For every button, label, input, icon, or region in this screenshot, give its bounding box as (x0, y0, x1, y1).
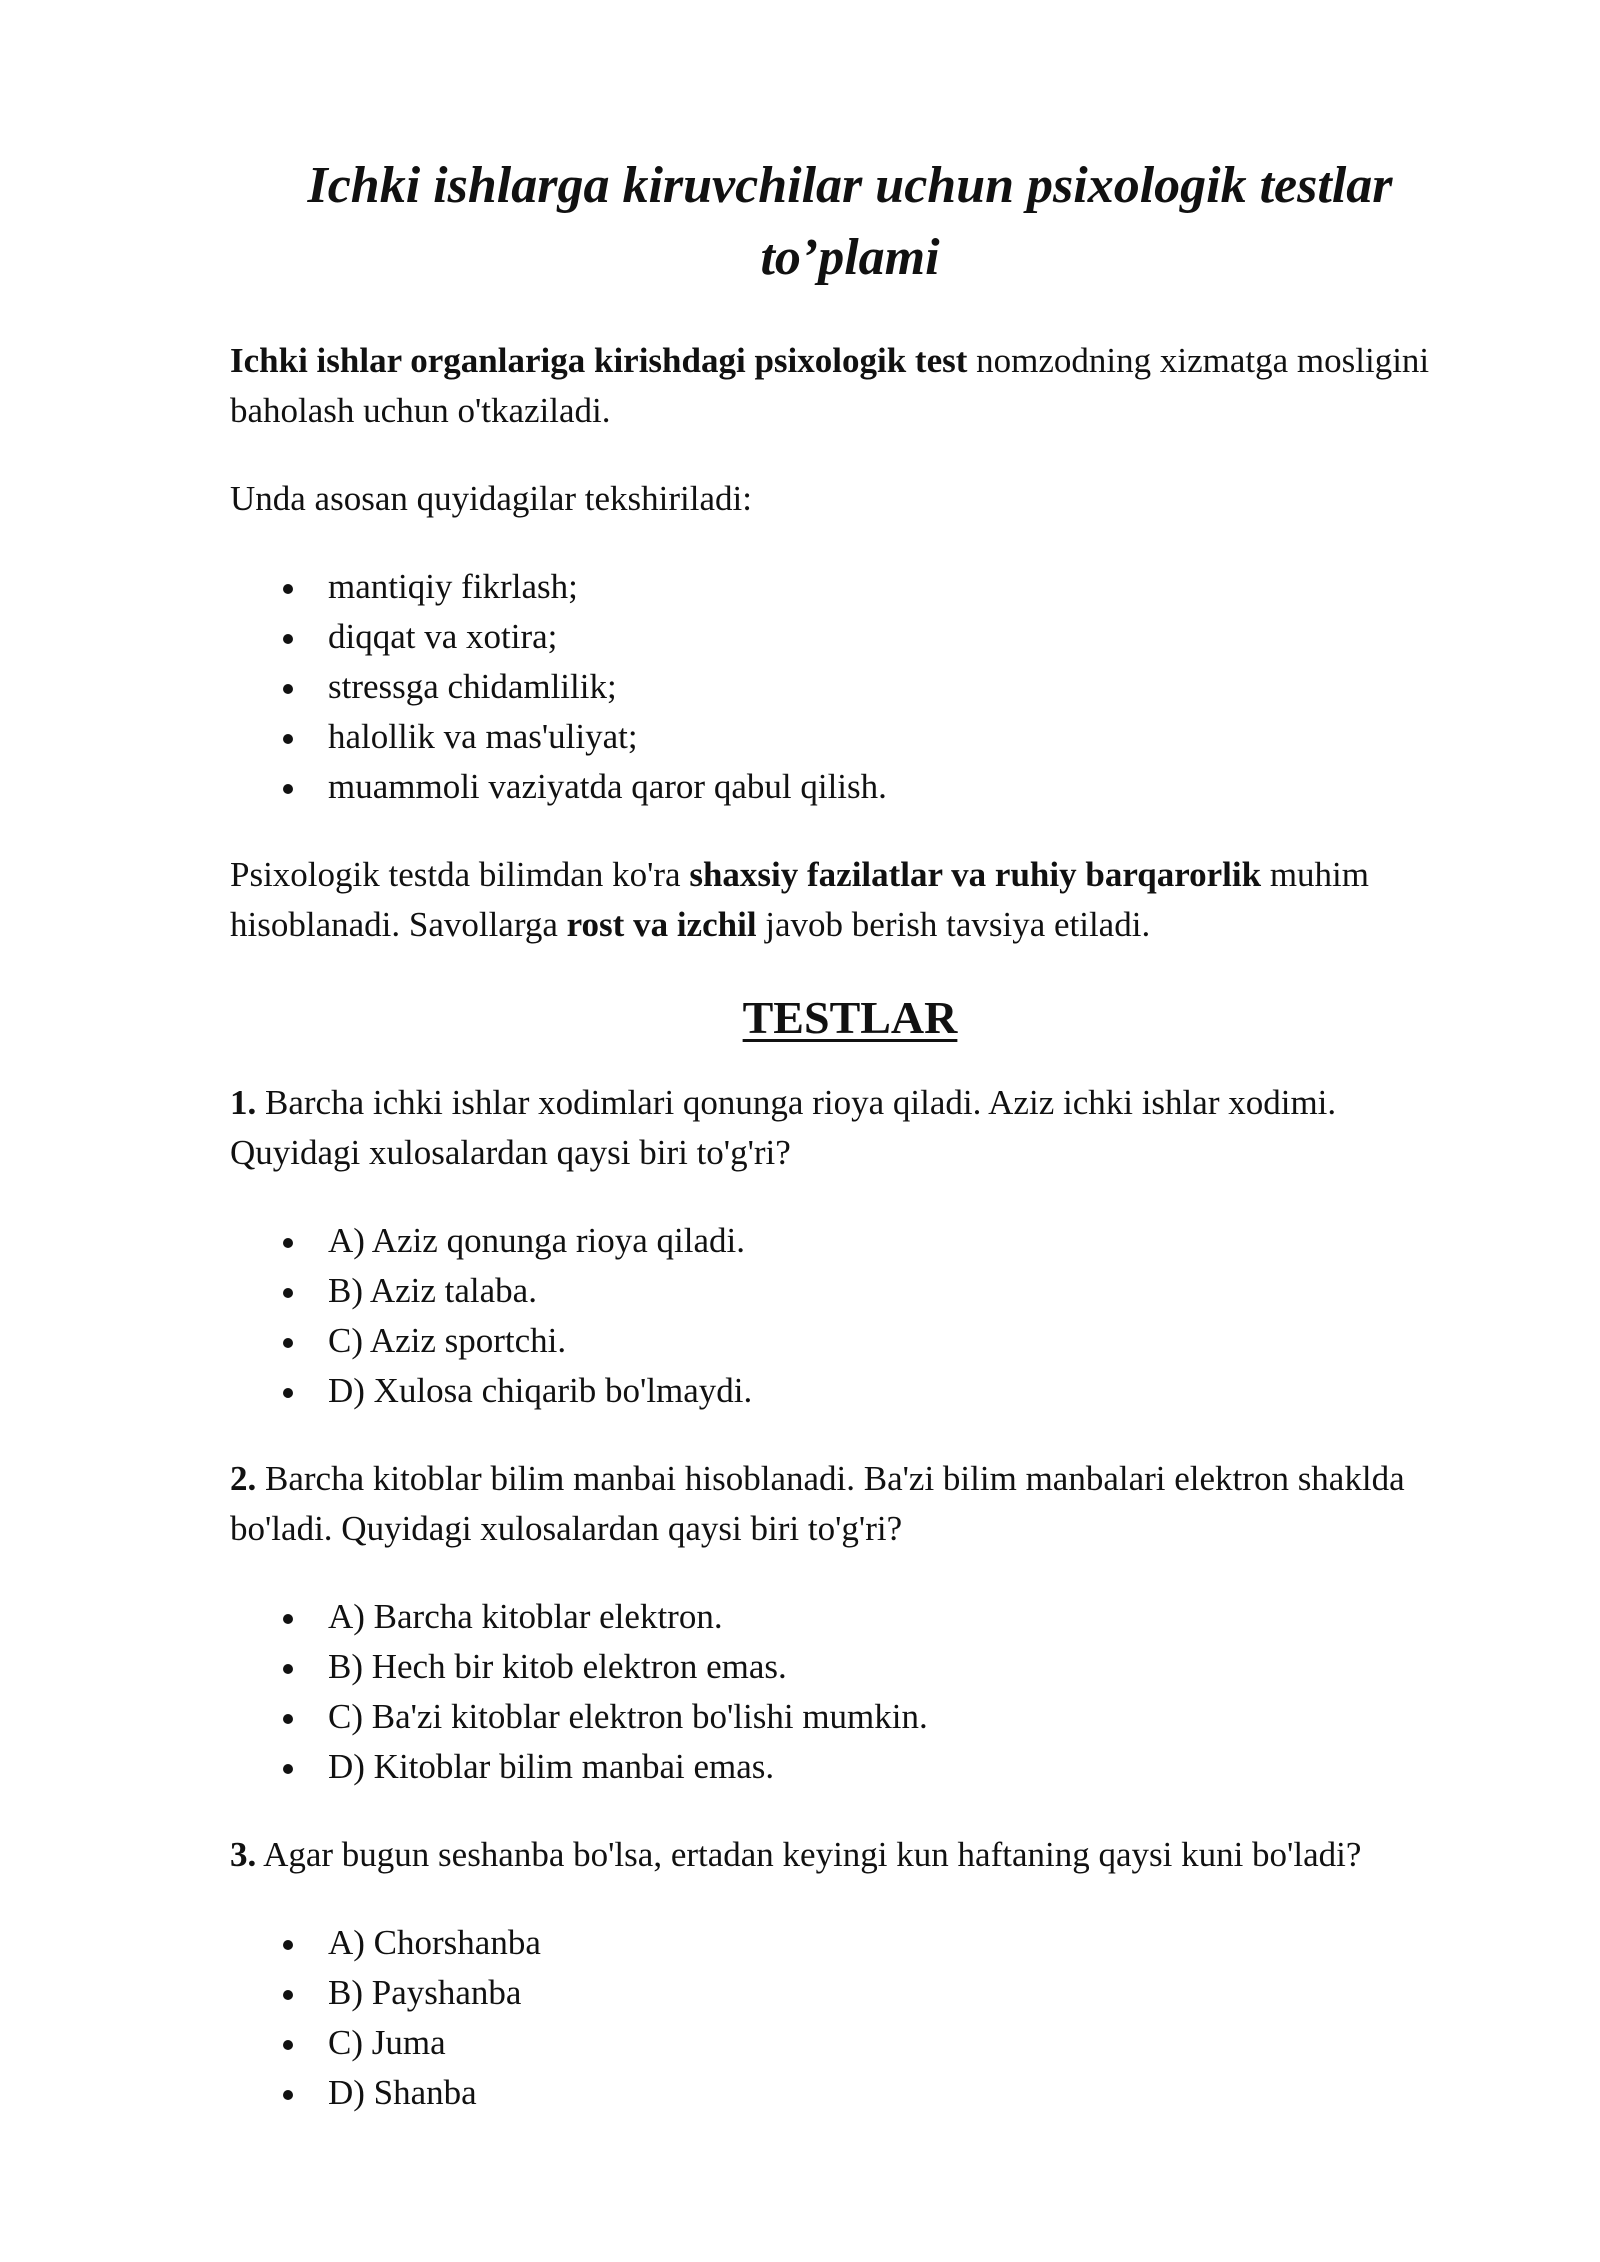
bullet-icon (283, 584, 293, 594)
list-item-text: stressga chidamlilik; (328, 667, 617, 706)
bullet-icon (283, 1664, 293, 1674)
bullet-icon (283, 1614, 293, 1624)
bullet-icon (283, 1764, 293, 1774)
option-item (230, 1592, 1470, 1642)
option-text: D) Shanba (328, 2073, 477, 2112)
question-2 (230, 1454, 1470, 1554)
list-item-text: mantiqiy fikrlash; (328, 567, 578, 606)
intro-bold-text: Ichki ishlar organlariga kirishdagi psixologik test (230, 341, 968, 380)
bullet-icon (283, 634, 293, 644)
option-item (230, 1316, 1470, 1366)
bullet-icon (283, 1940, 293, 1950)
option-text: C) Aziz sportchi. (328, 1321, 567, 1360)
question-3 (230, 1830, 1470, 1880)
title-line-1: Ichki ishlarga kiruvchilar uchun psixologik testlar (307, 157, 1393, 214)
option-text: C) Ba'zi kitoblar elektron bo'lishi mumkin. (328, 1697, 928, 1736)
question-number: 2. (230, 1459, 257, 1498)
note-text: muhim hisoblanadi. Savollarga (230, 855, 1369, 944)
option-item (230, 1216, 1470, 1266)
document-page (230, 150, 1470, 2156)
question-3-options (230, 1918, 1470, 2118)
option-text: A) Barcha kitoblar elektron. (328, 1597, 723, 1636)
bullet-icon (283, 734, 293, 744)
question-number: 3. (230, 1835, 257, 1874)
question-2-options (230, 1592, 1470, 1792)
option-item (230, 1642, 1470, 1692)
intro-text: nomzodning xizmatga mosligini baholash uchun o'tkaziladi. (230, 341, 1430, 430)
bullet-icon (283, 1714, 293, 1724)
option-text: D) Xulosa chiqarib bo'lmaydi. (328, 1371, 753, 1410)
option-item (230, 1742, 1470, 1792)
option-item (230, 1266, 1470, 1316)
option-item (230, 2018, 1470, 2068)
checks-list (230, 562, 1470, 812)
bullet-icon (283, 2040, 293, 2050)
option-item (230, 1968, 1470, 2018)
bullet-icon (283, 1338, 293, 1348)
option-item (230, 1918, 1470, 1968)
question-number: 1. (230, 1083, 257, 1122)
intro-paragraph (230, 336, 1470, 436)
note-bold-text: rost va izchil (566, 905, 757, 944)
option-text: D) Kitoblar bilim manbai emas. (328, 1747, 775, 1786)
question-text: Agar bugun seshanba bo'lsa, ertadan keyingi kun haftaning qaysi kuni bo'ladi? (256, 1835, 1362, 1874)
option-item (230, 2068, 1470, 2118)
bullet-icon (283, 1388, 293, 1398)
question-text: Barcha kitoblar bilim manbai hisoblanadi. Ba'zi bilim manbalari elektron shaklda bo'ladi. Quyidagi xulosalardan qaysi biri to'g'ri? (230, 1459, 1405, 1548)
question-text: Barcha ichki ishlar xodimlari qonunga rioya qiladi. Aziz ichki ishlar xodimi. Quyidagi xulosalardan qaysi biri to'g'ri? (230, 1083, 1337, 1172)
list-item-text: halollik va mas'uliyat; (328, 717, 638, 756)
list-item (230, 712, 1470, 762)
option-text: A) Chorshanba (328, 1923, 541, 1962)
option-text: A) Aziz qonunga rioya qiladi. (328, 1221, 745, 1260)
bullet-icon (283, 1990, 293, 2000)
bullet-icon (283, 784, 293, 794)
list-item (230, 562, 1470, 612)
note-text: javob berish tavsiya etiladi. (756, 905, 1151, 944)
list-item (230, 762, 1470, 812)
note-bold-text: shaxsiy fazilatlar va ruhiy barqarorlik (689, 855, 1262, 894)
question-1-options (230, 1216, 1470, 1416)
option-item (230, 1366, 1470, 1416)
list-item (230, 662, 1470, 712)
option-text: B) Hech bir kitob elektron emas. (328, 1647, 787, 1686)
note-text: Psixologik testda bilimdan ko'ra (230, 855, 690, 894)
bullet-icon (283, 1238, 293, 1248)
bullet-icon (283, 684, 293, 694)
checks-intro: Unda asosan quyidagilar tekshiriladi: (230, 479, 752, 518)
option-item (230, 1692, 1470, 1742)
option-text: B) Aziz talaba. (328, 1271, 537, 1310)
question-1 (230, 1078, 1470, 1178)
option-text: C) Juma (328, 2023, 446, 2062)
section-heading: TESTLAR (742, 992, 958, 1043)
bullet-icon (283, 2090, 293, 2100)
bullet-icon (283, 1288, 293, 1298)
note-paragraph (230, 850, 1470, 950)
list-item (230, 612, 1470, 662)
document-title (230, 150, 1470, 294)
list-item-text: muammoli vaziyatda qaror qabul qilish. (328, 767, 887, 806)
option-text: B) Payshanba (328, 1973, 522, 2012)
list-item-text: diqqat va xotira; (328, 617, 558, 656)
title-line-2: to’plami (760, 229, 940, 286)
